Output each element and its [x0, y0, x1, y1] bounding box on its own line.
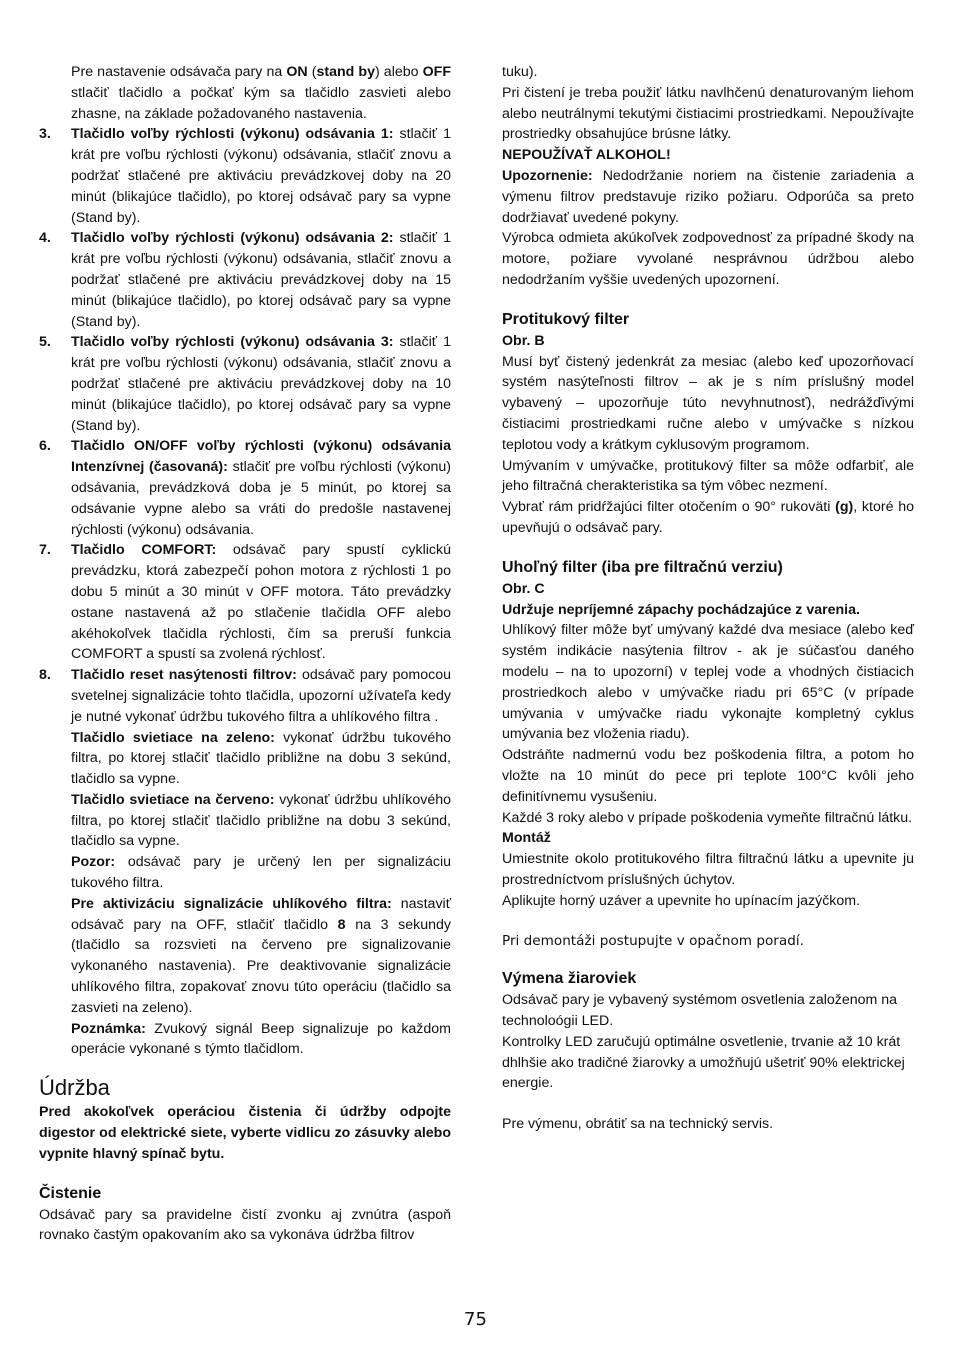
red-light-note: Tlačidlo svietiace na červeno: vykonať údržbu uhlíkového filtra, po ktorej stlačiť tlačidlo približne na dobu 3 sekúnd, tlačidlo sa vypne.	[71, 791, 451, 850]
grease-filter-heading: Protitukový filter	[502, 310, 630, 328]
mounting-label: Montáž	[502, 830, 551, 847]
mounting-p1: Umiestnite okolo protitukového filtra filtračnú látku a upevnite ju prostredníctvom príslušných úchytov.	[502, 851, 914, 888]
left-column	[39, 62, 451, 1246]
maintenance-heading: Údržba	[39, 1075, 110, 1101]
spacer	[502, 1094, 914, 1114]
carbon-filter-heading: Uhoľný filter (iba pre filtračnú verziu)	[502, 558, 783, 576]
grease-filter-p1: Musí byť čistený jedenkrát za mesiac (alebo keď upozorňovací systém nasýteľnosti filtrov – ak je s ním príslušný model vybavený – upozorňuje túto nevyhnutnosť), nedrážďivými čistiacimi prostriedkami ručne alebo v umývačke s nízkou teplotou vody a krátkym cyklusovým programom.	[502, 353, 914, 453]
carbon-filter-p3: Každé 3 roky alebo v prípade poškodenia vymeňte filtračnú látku.	[502, 809, 913, 826]
bulb-p2: Kontrolky LED zaručujú optimálne osvetlenie, trvanie až 10 krát dhlhšie ako tradičné žiarovky a umožňujú ušetriť 90% elektrickej energie.	[502, 1033, 905, 1092]
page-number: 75	[464, 1309, 487, 1330]
intro-paragraph: Pre nastavenie odsávača pary na ON (stand by) alebo OFF stlačiť tlačidlo a počkať kým sa tlačidlo zasvieti alebo zhasne, na základe požadovaného nastavenia.	[71, 64, 451, 122]
bulb-p1: Odsávač pary je vybavený systémom osvetlenia založenom na technoloógii LED.	[502, 992, 898, 1030]
liability-text: Výrobca odmieta akúkoľvek zodpovednosť za prípadné škody na motore, požiare vyvolané nesprávnou údržbou alebo nedodržaním vyššie uvedených upozornení.	[502, 230, 914, 288]
cleaning-instructions: Pri čistení je treba použiť látku navlhčenú denaturovaným liehom alebo neutrálnymi tekutými čistiacimi prostriedkami. Nepoužívajte prostriedky obsahujúce brúsne látky.	[502, 84, 914, 143]
green-light-note: Tlačidlo svietiace na zeleno: vykonať údržbu tukového filtra, po ktorej stlačiť tlačidlo približne na dobu 3 sekúnd, tlačidlo sa vypne.	[71, 729, 451, 788]
carbon-filter-figure-ref: Obr. C	[502, 580, 545, 597]
service-note: Pre výmenu, obrátiť sa na technický servis.	[502, 1116, 774, 1133]
maintenance-warning: Pred akokoľvek operáciou čistenia či údržby odpojte digestor od elektrické siete, vyberte vidlicu zo zásuvky alebo vypnite hlavný spínač bytu.	[39, 1104, 451, 1162]
carbon-filter-p2: Odstráňte nadmernú vodu bez poškodenia filtra, a potom ho vložte na 10 minút do pece pri teplote 100°C kvôli jeho definitívnemu vysušeniu.	[502, 747, 914, 805]
cleaning-continued: tuku).	[502, 64, 538, 80]
list-item: 5. Tlačidlo voľby rýchlosti (výkonu) odsávania 3: stlačiť 1 krát pre voľbu rýchlosti (výkonu) odsávania, stlačiť znovu a podržať stlačené pre aktiváciu prevádzkovej doby na 10 minút (blikajúce tlačidlo), po ktorej odsávač pary sa vypne (Stand by).	[39, 334, 452, 434]
dismount-note: Pri demontáži postupujte v opačnom poradí.	[502, 933, 804, 950]
list-item: 3. Tlačidlo voľby rýchlosti (výkonu) odsávania 1: stlačiť 1 krát pre voľbu rýchlosti (výkonu) odsávania, stlačiť znovu a podržať stlačené pre aktiváciu prevádzkovej doby na 20 minút (blikajúce tlačidlo), po ktorej odsávač pary sa vypne (Stand by).	[39, 126, 452, 226]
list-item: 8. Tlačidlo reset nasýtenosti filtrov: odsávač pary pomocou svetelnej signalizácie tohto tlačidla, upozorní užívateľa kedy je nutné vykonať údržbu tukového filtra a uhlíkového filtra .	[39, 667, 451, 725]
no-alcohol-warning: NEPOUŽÍVAŤ ALKOHOL!	[502, 147, 671, 164]
list-item: 7. Tlačidlo COMFORT: odsávač pary spustí cyklickú prevádzku, ktorá zabezpečí pohon motora z rýchlosti 1 po dobu 5 minút a 30 minút v OFF motora. Táto prevádzky ostane nastavená až po stlačenie tlačidla OFF alebo akéhokoľvek tlačidla rýchlosti, čím sa preruší funkcia COMFORT a spustí sa zvolená rýchlosť.	[39, 542, 451, 663]
right-column	[502, 62, 914, 1135]
carbon-filter-p1: Uhlíkový filter môže byť umývaný každé dva mesiace (alebo keď systém indikácie nasýtenia filtrov - ak je súčasťou daného modelu – na to upozorní) v teplej vode a vhodných čistiacich prostriedkoch alebo v umývačke riadu pri 65°C (v prípade umývania v umývačke riadu vykonajte kompletný cyklus umývania bez vloženia riadu).	[502, 622, 914, 743]
list-item: 6. Tlačidlo ON/OFF voľby rýchlosti (výkonu) odsávania Intenzívnej (časovaná): stlačiť pre voľbu rýchlosti (výkonu) odsávania, prevádzková doba je 5 minút, po ktorej sa odsávanie vypne alebo sa vráti do predošle nastavenej rýchlosti (výkonu) odsávania.	[39, 438, 451, 538]
grease-filter-p2: Umývaním v umývačke, protitukový filter sa môže odfarbiť, ale jeho filtračná cherakteristika sa tým vôbec nezmení.	[502, 457, 914, 495]
mounting-p2: Aplikujte horný uzáver a upevnite ho upínacím jazýčkom.	[502, 892, 861, 909]
caution-note: Pozor: odsávač pary je určený len per signalizáciu tukového filtra.	[71, 854, 451, 892]
beep-note: Poznámka: Zvukový signál Beep signalizuje po každom operácie vykonané s týmto tlačidlom.	[71, 1020, 451, 1058]
carbon-signal-note: Pre aktivizáciu signalizácie uhlíkového filtra: nastaviť odsávač pary na OFF, stlačiť tlačidlo 8 na 3 sekundy (tlačidlo sa rozsvieti na červeno pre signalizovanie vykonaného nastavenia). Pre deaktivovanie signalizácie uhlíkového filtra, zopakovať znovu túto operáciu (tlačidlo sa zasvieti na zeleno).	[71, 895, 452, 1016]
carbon-filter-summary: Udržuje nepríjemné zápachy pochádzajúce z varenia.	[502, 601, 860, 618]
grease-filter-figure-ref: Obr. B	[502, 332, 545, 349]
list-item: 4. Tlačidlo voľby rýchlosti (výkonu) odsávania 2: stlačiť 1 krát pre voľbu rýchlosti (výkonu) odsávania, stlačiť znovu a podržať stlačené pre aktiváciu prevádzkovej doby na 15 minút (blikajúce tlačidlo), po ktorej odsávač pary sa vypne (Stand by).	[39, 230, 452, 330]
cleaning-heading: Čistenie	[39, 1184, 102, 1202]
grease-filter-p3: Vybrať rám pridŕžajúci filter otočením o 90° rukoväti (g), ktoré ho upevňujú o odsávač pary.	[502, 499, 914, 536]
cleaning-text: Odsávač pary sa pravidelne čistí zvonku aj zvnútra (aspoň rovnako častým opakovaním ako sa vykonáva údržba filtrov	[39, 1206, 451, 1244]
bulb-replacement-heading: Výmena žiaroviek	[502, 970, 637, 988]
fire-warning: Upozornenie: Nedodržanie noriem na čistenie zariadenia a výmenu filtrov predstavuje riziko požiaru. Odporúča sa preto dodržiavať uvedené pokyny.	[502, 167, 914, 226]
